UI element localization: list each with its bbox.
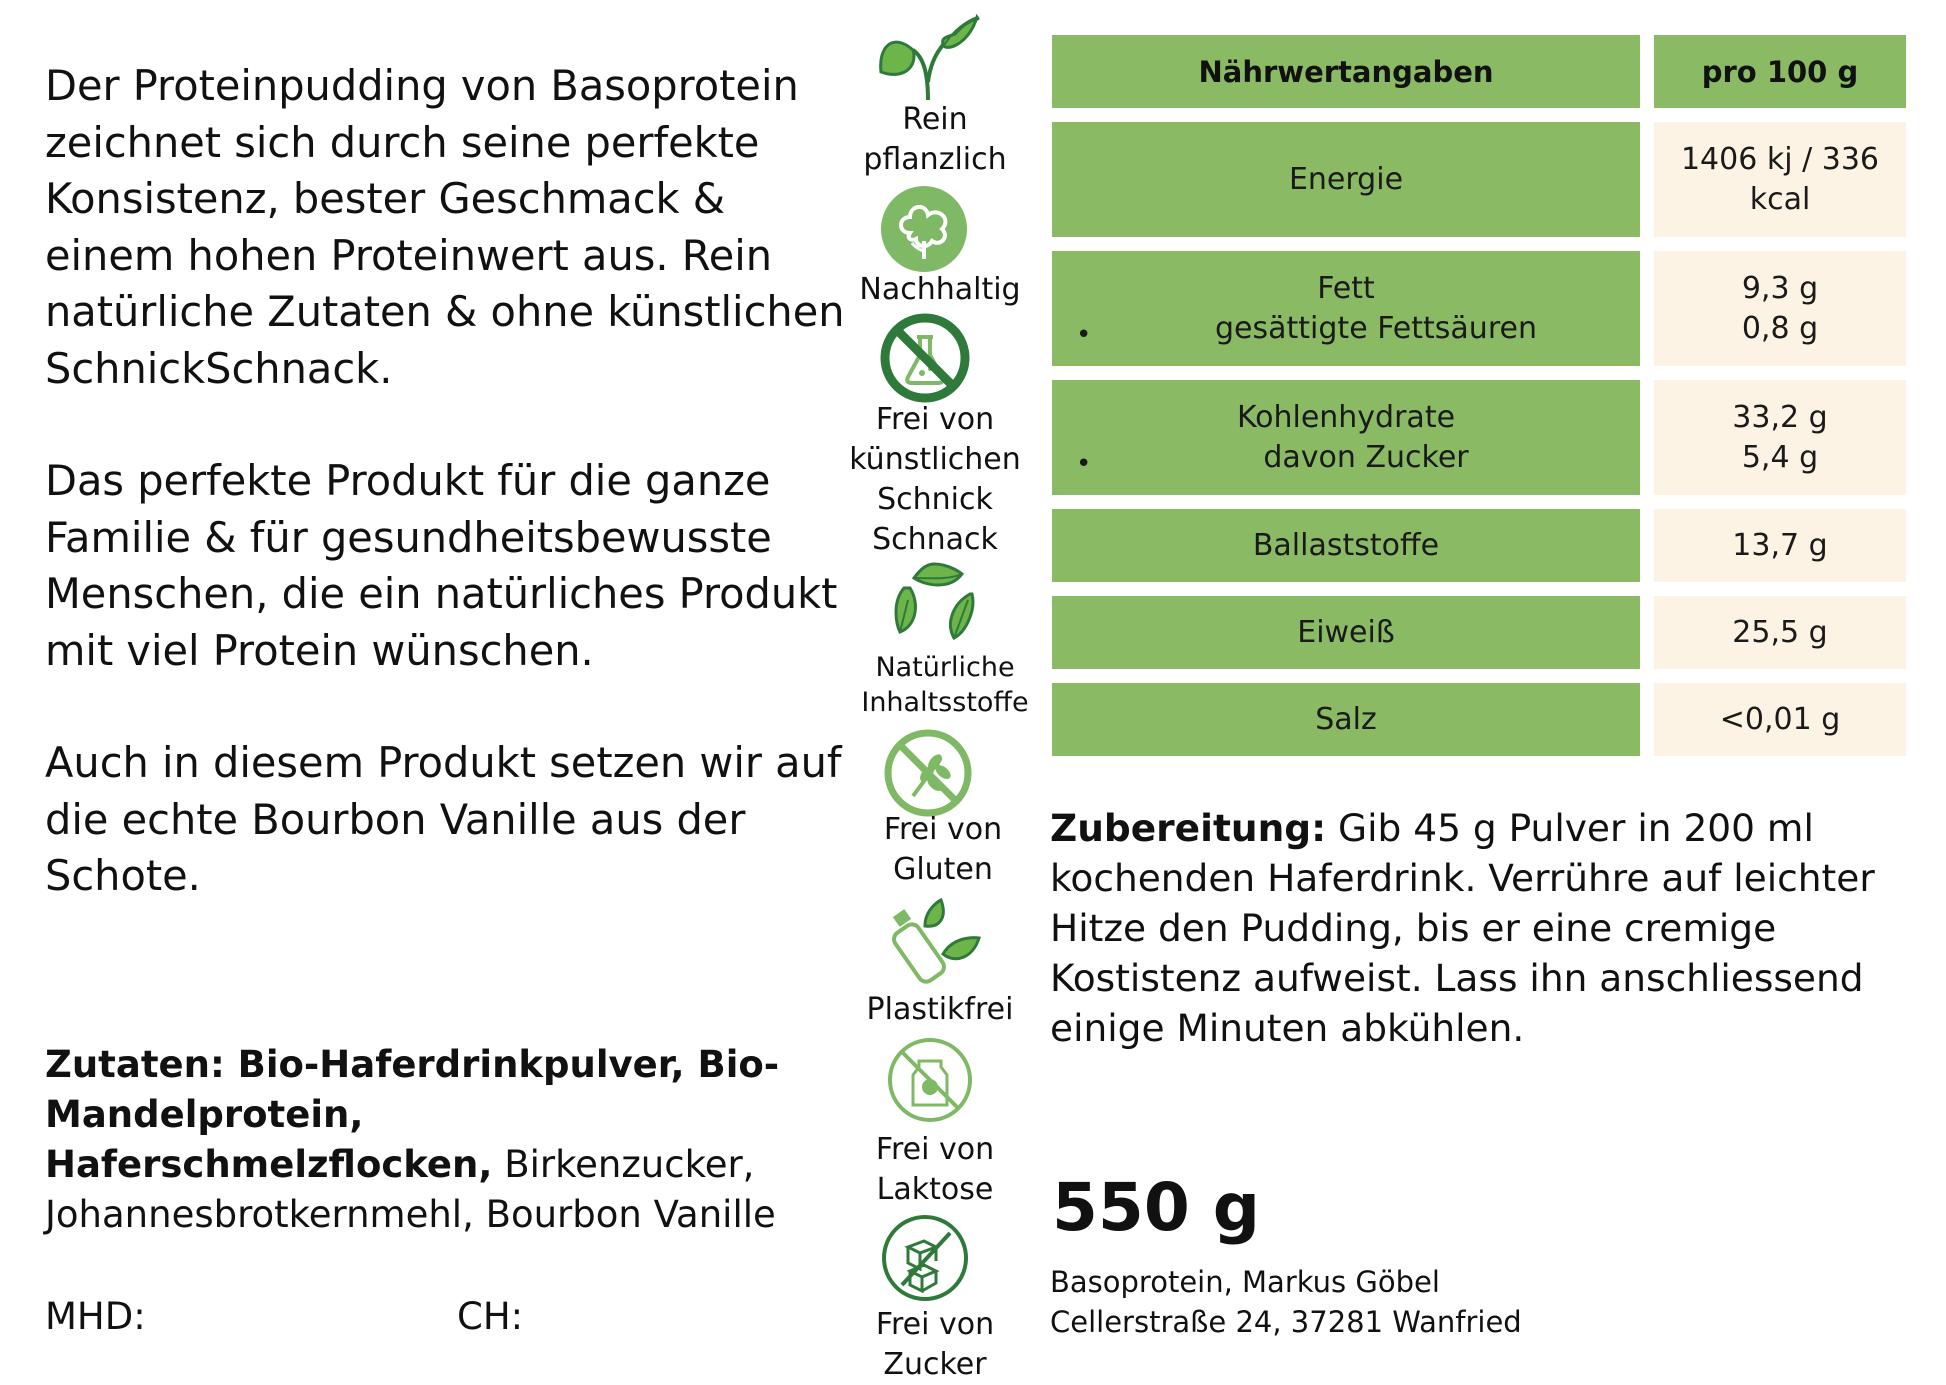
recycle-leaves-icon bbox=[890, 560, 978, 644]
row-label-energie: Energie bbox=[1052, 122, 1640, 237]
plastic-free-bottle-icon bbox=[885, 898, 981, 990]
icon-label-plastikfrei: Plastikfrei bbox=[866, 992, 1014, 1027]
table-row bbox=[1052, 122, 1907, 237]
no-chemicals-flask-icon bbox=[880, 313, 970, 403]
preparation-instructions bbox=[1050, 803, 1900, 1053]
icon-label-natuerlich: Natürliche Inhaltsstoffe bbox=[861, 652, 1029, 718]
table-header-left: Nährwertangaben bbox=[1052, 35, 1640, 108]
address-line-2: Cellerstraße 24, 37281 Wanfried bbox=[1050, 1305, 1522, 1339]
product-description bbox=[45, 58, 845, 961]
icon-label-nachhaltig: Nachhaltig bbox=[859, 272, 1021, 307]
row-label-fett: Fett gesättigte Fettsäuren • bbox=[1052, 251, 1640, 366]
row-label-eiweiss: Eiweiß bbox=[1052, 596, 1640, 669]
preparation-text: Gib 45 g Pulver in 200 ml kochenden Haferdrink. Verrühre auf leichter Hitze den Pudding, bis er eine cremige Kostistenz aufweist. Lass ihn anschliessend einige Minuten abkühlen. bbox=[1050, 806, 1875, 1050]
description-paragraph-3: Auch in diesem Produkt setzen wir auf die echte Bourbon Vanille aus der Schote. bbox=[45, 738, 842, 900]
table-row bbox=[1052, 380, 1907, 495]
description-paragraph-1: Der Proteinpudding von Basoprotein zeichnet sich durch seine perfekte Konsistenz, bester Geschmack & einem hohen Proteinwert aus. Rein natürliche Zutaten & ohne künstlichen SchnickSchnack. bbox=[45, 61, 845, 393]
ingredients-rest: Birkenzucker, Johannesbrotkernmehl, Bourbon Vanille bbox=[45, 1143, 776, 1236]
icon-label-laktose: Frei von Laktose bbox=[875, 1132, 995, 1207]
row-value-kohlenhydrate: 33,2 g 5,4 g bbox=[1654, 380, 1906, 495]
icon-label-frei-kuenstlich: Frei von künstlichen Schnick Schnack bbox=[849, 402, 1021, 557]
table-row bbox=[1052, 683, 1907, 756]
table-row bbox=[1052, 251, 1907, 366]
mhd-label: MHD: bbox=[45, 1295, 146, 1338]
icon-label-rein-pflanzlich: Rein pflanzlich bbox=[863, 102, 1007, 177]
ingredients-bold: Zutaten: Bio-Haferdrinkpulver, Bio-Mandelprotein, Haferschmelzflocken, bbox=[45, 1043, 780, 1186]
net-weight: 550 g bbox=[1052, 1169, 1260, 1246]
row-label-kohlenhydrate: Kohlenhydrate davon Zucker • bbox=[1052, 380, 1640, 495]
bullet: • bbox=[1076, 449, 1092, 479]
sugar-free-icon bbox=[880, 1213, 970, 1303]
row-value-ballaststoffe: 13,7 g bbox=[1654, 509, 1906, 582]
cotton-flower-icon bbox=[880, 185, 968, 273]
row-label-ballaststoffe: Ballaststoffe bbox=[1052, 509, 1640, 582]
table-header-right: pro 100 g bbox=[1654, 35, 1906, 108]
description-paragraph-2: Das perfekte Produkt für die ganze Familie & für gesundheitsbewusste Menschen, die ein natürliches Produkt mit viel Protein wünschen. bbox=[45, 456, 838, 675]
ingredients bbox=[45, 1040, 805, 1240]
row-value-salz: <0,01 g bbox=[1654, 683, 1906, 756]
row-value-eiweiss: 25,5 g bbox=[1654, 596, 1906, 669]
feature-icons bbox=[835, 0, 1035, 1381]
preparation-label: Zubereitung: bbox=[1050, 806, 1327, 850]
row-value-energie: 1406 kj / 336 kcal bbox=[1654, 122, 1906, 237]
leaf-sprout-icon bbox=[873, 12, 983, 102]
row-value-fett: 9,3 g 0,8 g bbox=[1654, 251, 1906, 366]
row-label-salz: Salz bbox=[1052, 683, 1640, 756]
ch-label: CH: bbox=[457, 1295, 524, 1338]
table-row bbox=[1052, 509, 1907, 582]
icon-label-gluten: Frei von Gluten bbox=[883, 812, 1003, 887]
gluten-free-icon bbox=[883, 728, 973, 818]
icon-label-zucker: Frei von Zucker bbox=[875, 1307, 995, 1382]
table-row bbox=[1052, 596, 1907, 669]
address-line-1: Basoprotein, Markus Göbel bbox=[1050, 1265, 1440, 1299]
manufacturer-address bbox=[1050, 1262, 1522, 1342]
table-header-row bbox=[1052, 35, 1907, 108]
lactose-free-icon bbox=[885, 1035, 975, 1125]
bullet: • bbox=[1076, 320, 1092, 350]
